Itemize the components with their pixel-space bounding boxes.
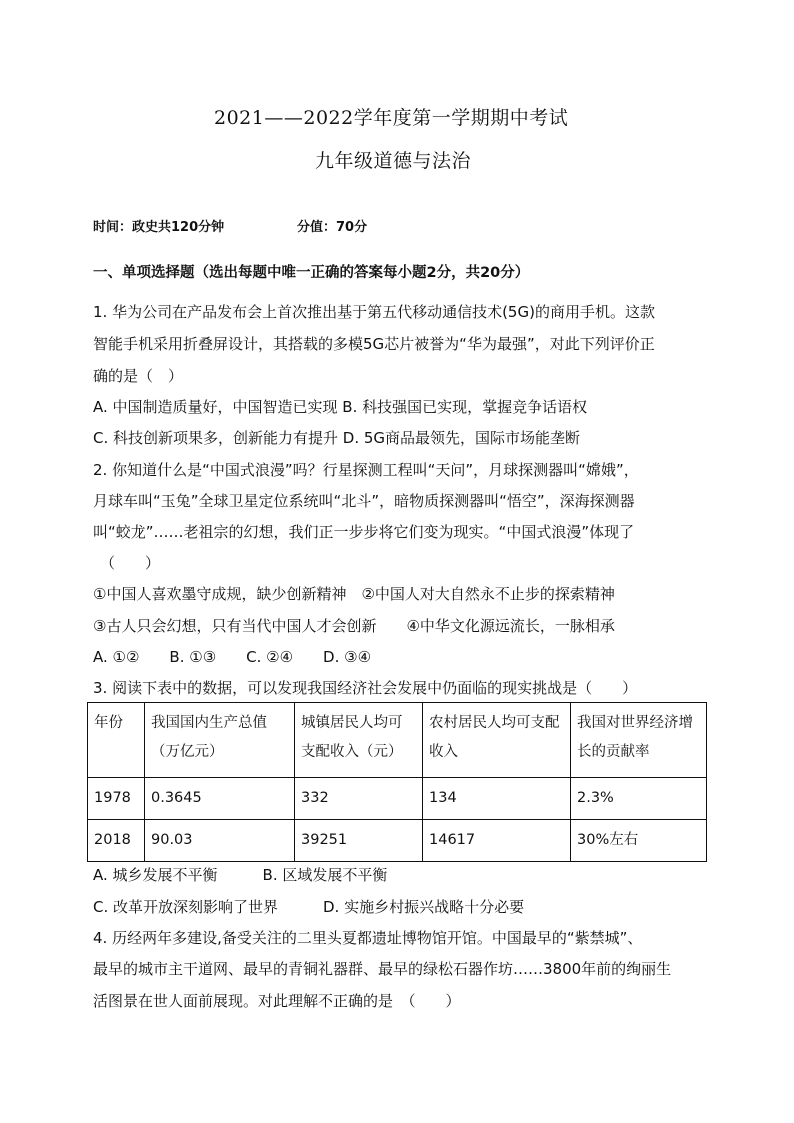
q2-statements-34: ③古人只会幻想，只有当代中国人才会创新 ④中华文化源远流长，一脉相承 (93, 617, 615, 635)
q2-statements-12: ①中国人喜欢墨守成规，缺少创新精神 ②中国人对大自然永不止步的探索精神 (93, 585, 615, 603)
table-header-row (88, 703, 707, 778)
table-cell: 14617 (423, 820, 571, 862)
table-cell: 30%左右 (571, 820, 707, 862)
exam-time: 时间：政史共120分钟 (93, 220, 225, 235)
exam-score: 分值：70分 (297, 220, 368, 235)
table-cell: 1978 (88, 778, 145, 820)
exam-title: 2021——2022学年度第一学期期中考试 (214, 107, 569, 129)
q4-line-1: 4. 历经两年多建设,备受关注的二里头夏都遗址博物馆开馆。中国最早的“紫禁城”、 (93, 929, 643, 947)
table-cell: 332 (295, 778, 423, 820)
table-cell: 90.03 (145, 820, 295, 862)
q1-options-ab: A. 中国制造质量好，中国智造已实现 B. 科技强国已实现，掌握竞争话语权 (93, 398, 588, 416)
table-header-cell: 农村居民人均可支配收入 (423, 703, 571, 778)
table-cell: 0.3645 (145, 778, 295, 820)
table-cell: 134 (423, 778, 571, 820)
q3-data-table (87, 702, 707, 862)
table-row (88, 778, 707, 820)
q1-line-3: 确的是（ ） (93, 367, 184, 385)
q2-line-1: 2. 你知道什么是“中国式浪漫”吗？行星探测工程叫“天问”，月球探测器叫“嫦娥”， (93, 461, 639, 479)
table-cell: 2018 (88, 820, 145, 862)
table-header-cell: 年份 (88, 703, 145, 778)
q3-options-ab: A. 城乡发展不平衡 B. 区域发展不平衡 (93, 866, 388, 884)
q2-line-4: （ ） (100, 554, 161, 572)
q4-line-3: 活图景在世人面前展现。对此理解不正确的是 （ ） (93, 992, 461, 1010)
table-cell: 39251 (295, 820, 423, 862)
table-header-cell: 我国国内生产总值（万亿元） (145, 703, 295, 778)
table-header-cell: 我国对世界经济增长的贡献率 (571, 703, 707, 778)
q3-stem: 3. 阅读下表中的数据，可以发现我国经济社会发展中仍面临的现实挑战是（ ） (93, 679, 638, 697)
q2-line-2: 月球车叫“玉兔”全球卫星定位系统叫“北斗”，暗物质探测器叫“悟空”，深海探测器 (93, 492, 635, 510)
q4-line-2: 最早的城市主干道网、最早的青铜礼器群、最早的绿松石器作坊……3800年前的绚丽生 (93, 960, 672, 978)
q2-line-3: 叫“蛟龙”……老祖宗的幻想，我们正一步步将它们变为现实。“中国式浪漫”体现了 (93, 523, 635, 541)
table-header-cell: 城镇居民人均可支配收入（元） (295, 703, 423, 778)
q2-options: A. ①② B. ①③ C. ②④ D. ③④ (93, 648, 372, 666)
q1-line-2: 智能手机采用折叠屏设计，其搭载的多模5G芯片被誉为“华为最强”，对此下列评价正 (93, 335, 655, 353)
table-cell: 2.3% (571, 778, 707, 820)
q1-options-cd: C. 科技创新项果多，创新能力有提升 D. 5G商品最领先，国际市场能垄断 (93, 429, 581, 447)
section-heading: 一、单项选择题（选出每题中唯一正确的答案每小题2分，共20分） (93, 265, 530, 281)
q3-options-cd: C. 改革开放深刻影响了世界 D. 实施乡村振兴战略十分必要 (93, 898, 525, 916)
table-row (88, 820, 707, 862)
q1-line-1: 1. 华为公司在产品发布会上首次推出基于第五代移动通信技术(5G)的商用手机。这款 (93, 303, 655, 321)
exam-subtitle: 九年级道德与法治 (315, 150, 472, 172)
